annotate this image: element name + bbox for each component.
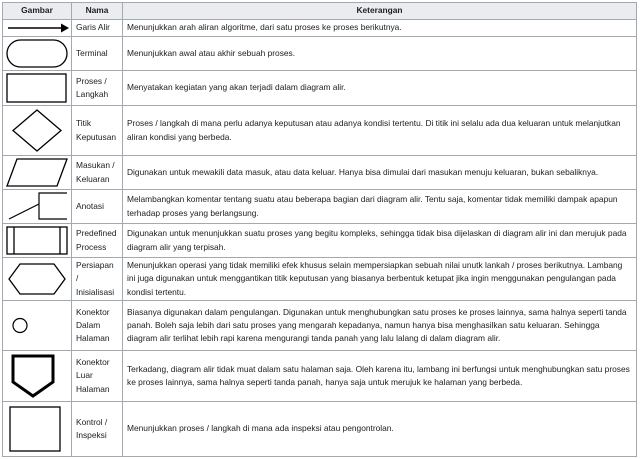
preparation-hexagon-icon bbox=[3, 258, 71, 300]
symbol-name: Titik Keputusan bbox=[72, 106, 123, 156]
control-inspection-square-icon bbox=[3, 402, 71, 456]
symbol-cell bbox=[3, 190, 72, 224]
symbol-cell bbox=[3, 224, 72, 258]
symbol-description: Menunjukkan arah aliran algoritme, dari satu proses ke proses berikutnya. bbox=[123, 20, 637, 37]
symbol-description: Digunakan untuk menunjukkan suatu proses yang begitu kompleks, sehingga tidak bisa dijelaskan di diagram alir ini dan merujuk pada diagram alir yang terpisah. bbox=[123, 224, 637, 258]
table-row bbox=[3, 156, 637, 190]
symbol-description: Menunjukkan awal atau akhir sebuah proses. bbox=[123, 37, 637, 71]
decision-diamond-icon bbox=[3, 106, 71, 155]
symbol-description: Menyatakan kegiatan yang akan terjadi dalam diagram alir. bbox=[123, 71, 637, 106]
predefined-process-icon bbox=[3, 224, 71, 257]
symbol-description: Digunakan untuk mewakili data masuk, atau data keluar. Hanya bisa dimulai dari masukan menuju keluaran, bukan sebaliknya. bbox=[123, 156, 637, 190]
table-row bbox=[3, 301, 637, 351]
on-page-connector-circle-icon bbox=[3, 301, 71, 350]
symbol-name: Terminal bbox=[72, 37, 123, 71]
symbol-cell bbox=[3, 20, 72, 37]
symbol-description: Melambangkan komentar tentang suatu atau beberapa bagian dari diagram alir. Tentu saja, komentar tidak memiliki dampak apapun terhadap proses yang berlangsung. bbox=[123, 190, 637, 224]
symbol-cell bbox=[3, 402, 72, 457]
symbol-description: Menunjukkan operasi yang tidak memiliki efek khusus selain mempersiapkan sebuah nilai unutk lankah / proses berikutnya. Lambang ini juga digunakan untuk menggantikan titik keputusan yang biasanya berbentuk ketupat jika ingin menggunakan pengulangan pada kondisi tertentu. bbox=[123, 258, 637, 301]
symbol-cell bbox=[3, 37, 72, 71]
symbol-cell bbox=[3, 156, 72, 190]
symbol-cell bbox=[3, 301, 72, 351]
table-row bbox=[3, 190, 637, 224]
off-page-connector-icon bbox=[3, 351, 71, 401]
header-symbol: Gambar bbox=[3, 3, 72, 20]
terminal-icon bbox=[3, 37, 71, 70]
symbol-cell bbox=[3, 351, 72, 402]
symbol-name: Masukan / Keluaran bbox=[72, 156, 123, 190]
table-row bbox=[3, 71, 637, 106]
symbol-name: Kontrol / Inspeksi bbox=[72, 402, 123, 457]
symbol-name: Konektor Dalam Halaman bbox=[72, 301, 123, 351]
table-row bbox=[3, 106, 637, 156]
input-output-parallelogram-icon bbox=[3, 156, 71, 189]
symbol-cell bbox=[3, 71, 72, 106]
table-row bbox=[3, 402, 637, 457]
table-row bbox=[3, 20, 637, 37]
table-row bbox=[3, 351, 637, 402]
process-rectangle-icon bbox=[3, 71, 71, 105]
symbol-description: Menunjukkan proses / langkah di mana ada inspeksi atau pengontrolan. bbox=[123, 402, 637, 457]
annotation-icon bbox=[3, 190, 71, 223]
table-header-row bbox=[3, 3, 637, 20]
header-name: Nama bbox=[72, 3, 123, 20]
symbol-description: Proses / langkah di mana perlu adanya keputusan atau adanya kondisi tertentu. Di titik ini selalu ada dua keluaran untuk melanjutkan aliran kondisi yang berbeda. bbox=[123, 106, 637, 156]
table-row bbox=[3, 224, 637, 258]
symbol-name: Garis Alir bbox=[72, 20, 123, 37]
flowchart-symbols-table bbox=[2, 2, 637, 457]
table-row bbox=[3, 37, 637, 71]
symbol-name: Predefined Process bbox=[72, 224, 123, 258]
symbol-name: Anotasi bbox=[72, 190, 123, 224]
header-description: Keterangan bbox=[123, 3, 637, 20]
symbol-cell bbox=[3, 106, 72, 156]
symbol-name: Proses / Langkah bbox=[72, 71, 123, 106]
table-row bbox=[3, 258, 637, 301]
arrow-icon bbox=[3, 20, 71, 36]
symbol-name: Persiapan / Inisialisasi bbox=[72, 258, 123, 301]
symbol-description: Terkadang, diagram alir tidak muat dalam satu halaman saja. Oleh karena itu, lambang ini berfungsi untuk menghubungkan satu proses ke proses lainnya, sama halnya seperti tanda panah, hanya saja untuk merujuk ke halaman yang berbeda. bbox=[123, 351, 637, 402]
symbol-name: Konektor Luar Halaman bbox=[72, 351, 123, 402]
symbol-description: Biasanya digunakan dalam pengulangan. Digunakan untuk menghubungkan satu proses ke proses lainnya, sama halnya seperti tanda panah. Boleh saja lebih dari satu proses yang mengarah kepadanya, namun hanya bisa menghasilkan satu keluaran. Sehingga diagram alir terlihat lebih rapi karena mengurangi tanda panah yang lalu lalang di dalam diagram alir. bbox=[123, 301, 637, 351]
symbol-cell bbox=[3, 258, 72, 301]
